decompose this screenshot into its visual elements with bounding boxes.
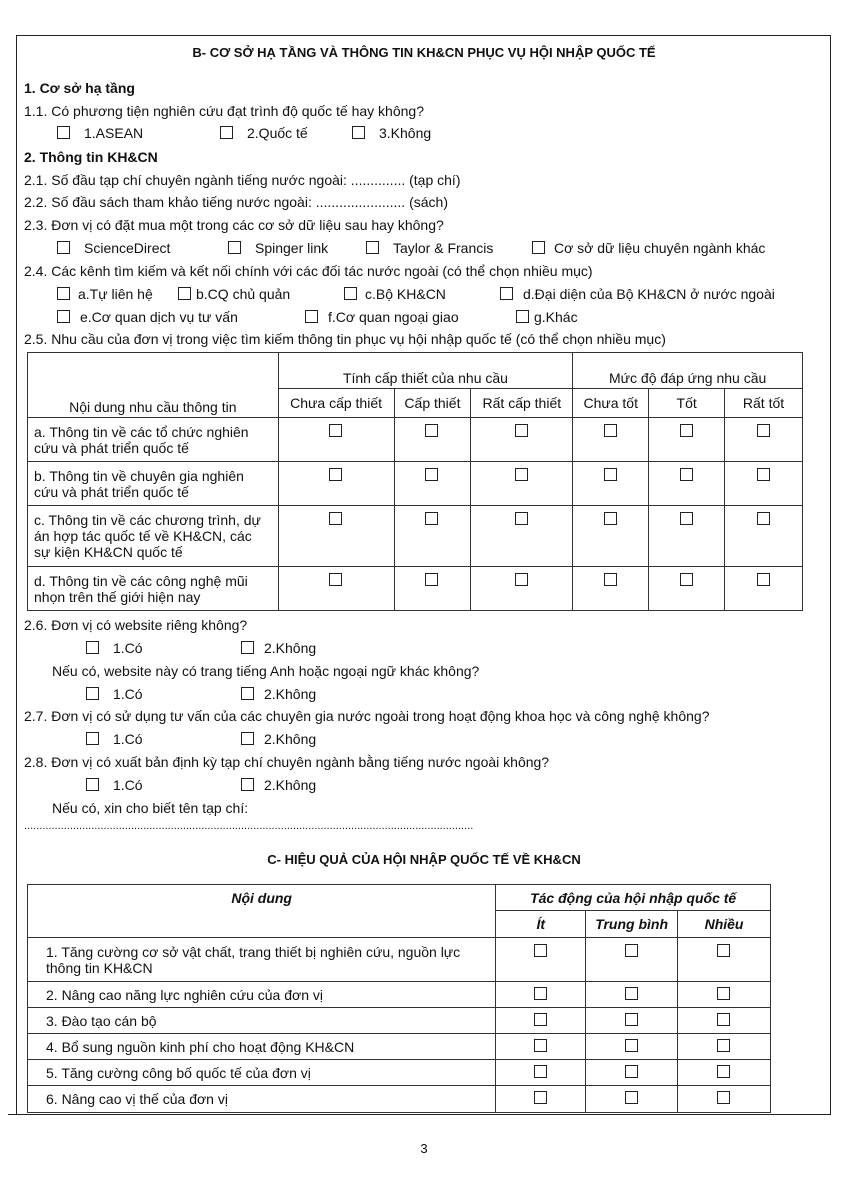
question-2-6-sub: Nếu có, website này có trang tiếng Anh hoặc ngoại ngữ khác không? bbox=[52, 663, 480, 679]
frame-left-border bbox=[16, 35, 17, 1115]
checkbox[interactable] bbox=[604, 424, 617, 437]
table-row bbox=[28, 1034, 771, 1060]
row-label: 4. Bổ sung nguồn kinh phí cho hoạt động KH&CN bbox=[28, 1034, 496, 1060]
section-c-title: C- HIỆU QUẢ CỦA HỘI NHẬP QUỐC TẾ VỀ KH&CN bbox=[267, 852, 581, 867]
checkbox[interactable] bbox=[425, 573, 438, 586]
checkbox[interactable] bbox=[425, 512, 438, 525]
q2-6-sub-option-yes[interactable]: 1.Có bbox=[86, 686, 143, 702]
checkbox[interactable] bbox=[757, 424, 770, 437]
sub-header: Chưa tốt bbox=[573, 389, 649, 418]
checkbox[interactable] bbox=[86, 732, 99, 745]
row-label: c. Thông tin về các chương trình, dự án hợp tác quốc tế về KH&CN, các sự kiện KH&CN quốc tế bbox=[28, 506, 279, 567]
q2-8-option-no[interactable]: 2.Không bbox=[241, 777, 316, 793]
q2-3-option-other-db[interactable]: Cơ sở dữ liệu chuyên ngành khác bbox=[532, 240, 765, 256]
sub-header: Chưa cấp thiết bbox=[278, 389, 394, 418]
checkbox[interactable] bbox=[352, 126, 365, 139]
table-row bbox=[28, 938, 771, 982]
q2-6-option-no[interactable]: 2.Không bbox=[241, 640, 316, 656]
question-2-8: 2.8. Đơn vị có xuất bản định kỳ tạp chí chuyên ngành bằng tiếng nước ngoài không? bbox=[24, 754, 550, 770]
checkbox[interactable] bbox=[532, 241, 545, 254]
sub-header: Ít bbox=[496, 911, 586, 938]
checkbox[interactable] bbox=[86, 641, 99, 654]
q1-1-option-no[interactable]: 3.Không bbox=[352, 125, 431, 141]
q2-4-option-f[interactable]: f.Cơ quan ngoại giao bbox=[305, 309, 459, 325]
q2-7-option-yes[interactable]: 1.Có bbox=[86, 731, 143, 747]
table-row bbox=[28, 506, 803, 567]
checkbox[interactable] bbox=[178, 287, 191, 300]
checkbox[interactable] bbox=[625, 944, 638, 957]
checkbox[interactable] bbox=[241, 641, 254, 654]
checkbox[interactable] bbox=[534, 1065, 547, 1078]
checkbox[interactable] bbox=[680, 468, 693, 481]
frame-bottom-border bbox=[8, 1114, 831, 1115]
checkbox[interactable] bbox=[329, 468, 342, 481]
checkbox[interactable] bbox=[57, 241, 70, 254]
question-2-6: 2.6. Đơn vị có website riêng không? bbox=[24, 617, 248, 633]
checkbox[interactable] bbox=[534, 1013, 547, 1026]
checkbox[interactable] bbox=[500, 287, 513, 300]
sub-header: Rất cấp thiết bbox=[471, 389, 573, 418]
row-label: 2. Nâng cao năng lực nghiên cứu của đơn vị bbox=[28, 982, 496, 1008]
question-2-8-sub: Nếu có, xin cho biết tên tạp chí: bbox=[52, 800, 249, 816]
table-row bbox=[28, 982, 771, 1008]
row-label: a. Thông tin về các tổ chức nghiên cứu và phát triển quốc tế bbox=[28, 418, 279, 462]
table-row bbox=[28, 1060, 771, 1086]
sub-header: Rất tốt bbox=[725, 389, 803, 418]
checkbox[interactable] bbox=[220, 126, 233, 139]
table-row bbox=[28, 567, 803, 611]
table-row bbox=[28, 1086, 771, 1113]
row-label: b. Thông tin về chuyên gia nghiên cứu và phát triển quốc tế bbox=[28, 462, 279, 506]
frame-top-border bbox=[16, 35, 831, 36]
checkbox[interactable] bbox=[515, 512, 528, 525]
checkbox[interactable] bbox=[366, 241, 379, 254]
checkbox[interactable] bbox=[625, 1065, 638, 1078]
checkbox[interactable] bbox=[680, 573, 693, 586]
frame-right-border bbox=[830, 35, 831, 1115]
q2-8-option-yes[interactable]: 1.Có bbox=[86, 777, 143, 793]
checkbox[interactable] bbox=[57, 310, 70, 323]
info-needs-table bbox=[27, 352, 803, 611]
checkbox[interactable] bbox=[757, 512, 770, 525]
checkbox[interactable] bbox=[625, 987, 638, 1000]
row-label: 6. Nâng cao vị thế của đơn vị bbox=[28, 1086, 496, 1113]
checkbox[interactable] bbox=[57, 287, 70, 300]
heading-infrastructure: 1. Cơ sở hạ tầng bbox=[24, 80, 135, 96]
checkbox[interactable] bbox=[534, 1091, 547, 1104]
checkbox[interactable] bbox=[625, 1039, 638, 1052]
checkbox[interactable] bbox=[717, 1013, 730, 1026]
row-label: 1. Tăng cường cơ sở vật chất, trang thiết bị nghiên cứu, nguồn lực thông tin KH&CN bbox=[28, 938, 496, 982]
checkbox[interactable] bbox=[305, 310, 318, 323]
question-1-1: 1.1. Có phương tiện nghiên cứu đạt trình độ quốc tế hay không? bbox=[24, 103, 424, 119]
checkbox[interactable] bbox=[86, 778, 99, 791]
checkbox[interactable] bbox=[241, 732, 254, 745]
checkbox[interactable] bbox=[534, 987, 547, 1000]
checkbox[interactable] bbox=[534, 1039, 547, 1052]
checkbox[interactable] bbox=[534, 944, 547, 957]
question-2-5: 2.5. Nhu cầu của đơn vị trong việc tìm kiếm thông tin phục vụ hội nhập quốc tế (có thể chọn nhiều mục) bbox=[24, 331, 666, 347]
sub-header: Tốt bbox=[649, 389, 725, 418]
section-b-title: B- CƠ SỞ HẠ TẦNG VÀ THÔNG TIN KH&CN PHỤC VỤ HỘI NHẬP QUỐC TẾ bbox=[192, 45, 656, 60]
checkbox[interactable] bbox=[680, 424, 693, 437]
checkbox[interactable] bbox=[515, 468, 528, 481]
checkbox[interactable] bbox=[516, 310, 529, 323]
checkbox[interactable] bbox=[241, 778, 254, 791]
checkbox[interactable] bbox=[228, 241, 241, 254]
row-label: 3. Đào tạo cán bộ bbox=[28, 1008, 496, 1034]
q2-4-option-d[interactable]: d.Đại diện của Bộ KH&CN ở nước ngoài bbox=[500, 286, 775, 302]
question-2-3: 2.3. Đơn vị có đặt mua một trong các cơ sở dữ liệu sau hay không? bbox=[24, 217, 444, 233]
impact-table bbox=[27, 884, 771, 1113]
checkbox[interactable] bbox=[86, 687, 99, 700]
checkbox[interactable] bbox=[515, 573, 528, 586]
checkbox[interactable] bbox=[425, 468, 438, 481]
col-group-satisfaction: Mức độ đáp ứng nhu cầu bbox=[573, 353, 803, 389]
table-row bbox=[28, 418, 803, 462]
checkbox[interactable] bbox=[717, 1091, 730, 1104]
checkbox[interactable] bbox=[329, 573, 342, 586]
question-2-1: 2.1. Số đầu tạp chí chuyên ngành tiếng nước ngoài: .............. (tạp chí) bbox=[24, 172, 461, 188]
col-header-content: Nội dung nhu cầu thông tin bbox=[28, 353, 279, 418]
q2-3-option-taylor[interactable]: Taylor & Francis bbox=[366, 240, 493, 256]
q2-4-option-a[interactable]: a.Tự liên hệ bbox=[57, 286, 153, 302]
heading-info: 2. Thông tin KH&CN bbox=[24, 149, 158, 165]
checkbox[interactable] bbox=[625, 1013, 638, 1026]
checkbox[interactable] bbox=[329, 424, 342, 437]
table-row bbox=[28, 1008, 771, 1034]
q2-4-option-b[interactable]: b.CQ chủ quản bbox=[178, 286, 290, 302]
checkbox[interactable] bbox=[717, 987, 730, 1000]
q2-7-option-no[interactable]: 2.Không bbox=[241, 731, 316, 747]
question-2-4: 2.4. Các kênh tìm kiếm và kết nối chính với các đối tác nước ngoài (có thể chọn nhiều mục) bbox=[24, 263, 593, 279]
checkbox[interactable] bbox=[604, 512, 617, 525]
q2-4-option-e[interactable]: e.Cơ quan dịch vụ tư vấn bbox=[57, 309, 238, 325]
question-2-2: 2.2. Số đầu sách tham khảo tiếng nước ngoài: ....................... (sách) bbox=[24, 194, 448, 210]
q2-4-option-g[interactable]: g.Khác bbox=[516, 309, 578, 325]
table-row bbox=[28, 462, 803, 506]
q2-4-option-c[interactable]: c.Bộ KH&CN bbox=[344, 286, 446, 302]
q1-1-option-asean[interactable]: 1.ASEAN bbox=[57, 125, 143, 141]
checkbox[interactable] bbox=[680, 512, 693, 525]
sub-header: Trung bình bbox=[586, 911, 678, 938]
checkbox[interactable] bbox=[329, 512, 342, 525]
q2-6-sub-option-no[interactable]: 2.Không bbox=[241, 686, 316, 702]
q2-3-option-sciencedirect[interactable]: ScienceDirect bbox=[57, 240, 170, 256]
question-2-7: 2.7. Đơn vị có sử dụng tư vấn của các chuyên gia nước ngoài trong hoạt động khoa học và công nghệ không? bbox=[24, 708, 710, 724]
checkbox[interactable] bbox=[717, 1065, 730, 1078]
col-group-impact: Tác động của hội nhập quốc tế bbox=[496, 885, 771, 911]
q2-6-option-yes[interactable]: 1.Có bbox=[86, 640, 143, 656]
checkbox[interactable] bbox=[757, 573, 770, 586]
checkbox[interactable] bbox=[241, 687, 254, 700]
checkbox[interactable] bbox=[717, 1039, 730, 1052]
q1-1-option-international[interactable]: 2.Quốc tế bbox=[220, 125, 308, 141]
row-label: d. Thông tin về các công nghệ mũi nhọn trên thế giới hiện nay bbox=[28, 567, 279, 611]
checkbox[interactable] bbox=[604, 573, 617, 586]
checkbox[interactable] bbox=[757, 468, 770, 481]
checkbox[interactable] bbox=[57, 126, 70, 139]
checkbox[interactable] bbox=[425, 424, 438, 437]
checkbox[interactable] bbox=[515, 424, 528, 437]
checkbox[interactable] bbox=[344, 287, 357, 300]
checkbox[interactable] bbox=[604, 468, 617, 481]
page-number: 3 bbox=[420, 1141, 428, 1156]
col-group-urgency: Tính cấp thiết của nhu cầu bbox=[278, 353, 573, 389]
col-header-content: Nội dung bbox=[28, 885, 496, 938]
checkbox[interactable] bbox=[625, 1091, 638, 1104]
row-label: 5. Tăng cường công bố quốc tế của đơn vị bbox=[28, 1060, 496, 1086]
q2-3-option-springer[interactable]: Spinger link bbox=[228, 240, 328, 256]
sub-header: Cấp thiết bbox=[394, 389, 471, 418]
checkbox[interactable] bbox=[717, 944, 730, 957]
journal-name-field[interactable]: ................................................................................................................................................... bbox=[24, 820, 474, 832]
sub-header: Nhiều bbox=[678, 911, 771, 938]
